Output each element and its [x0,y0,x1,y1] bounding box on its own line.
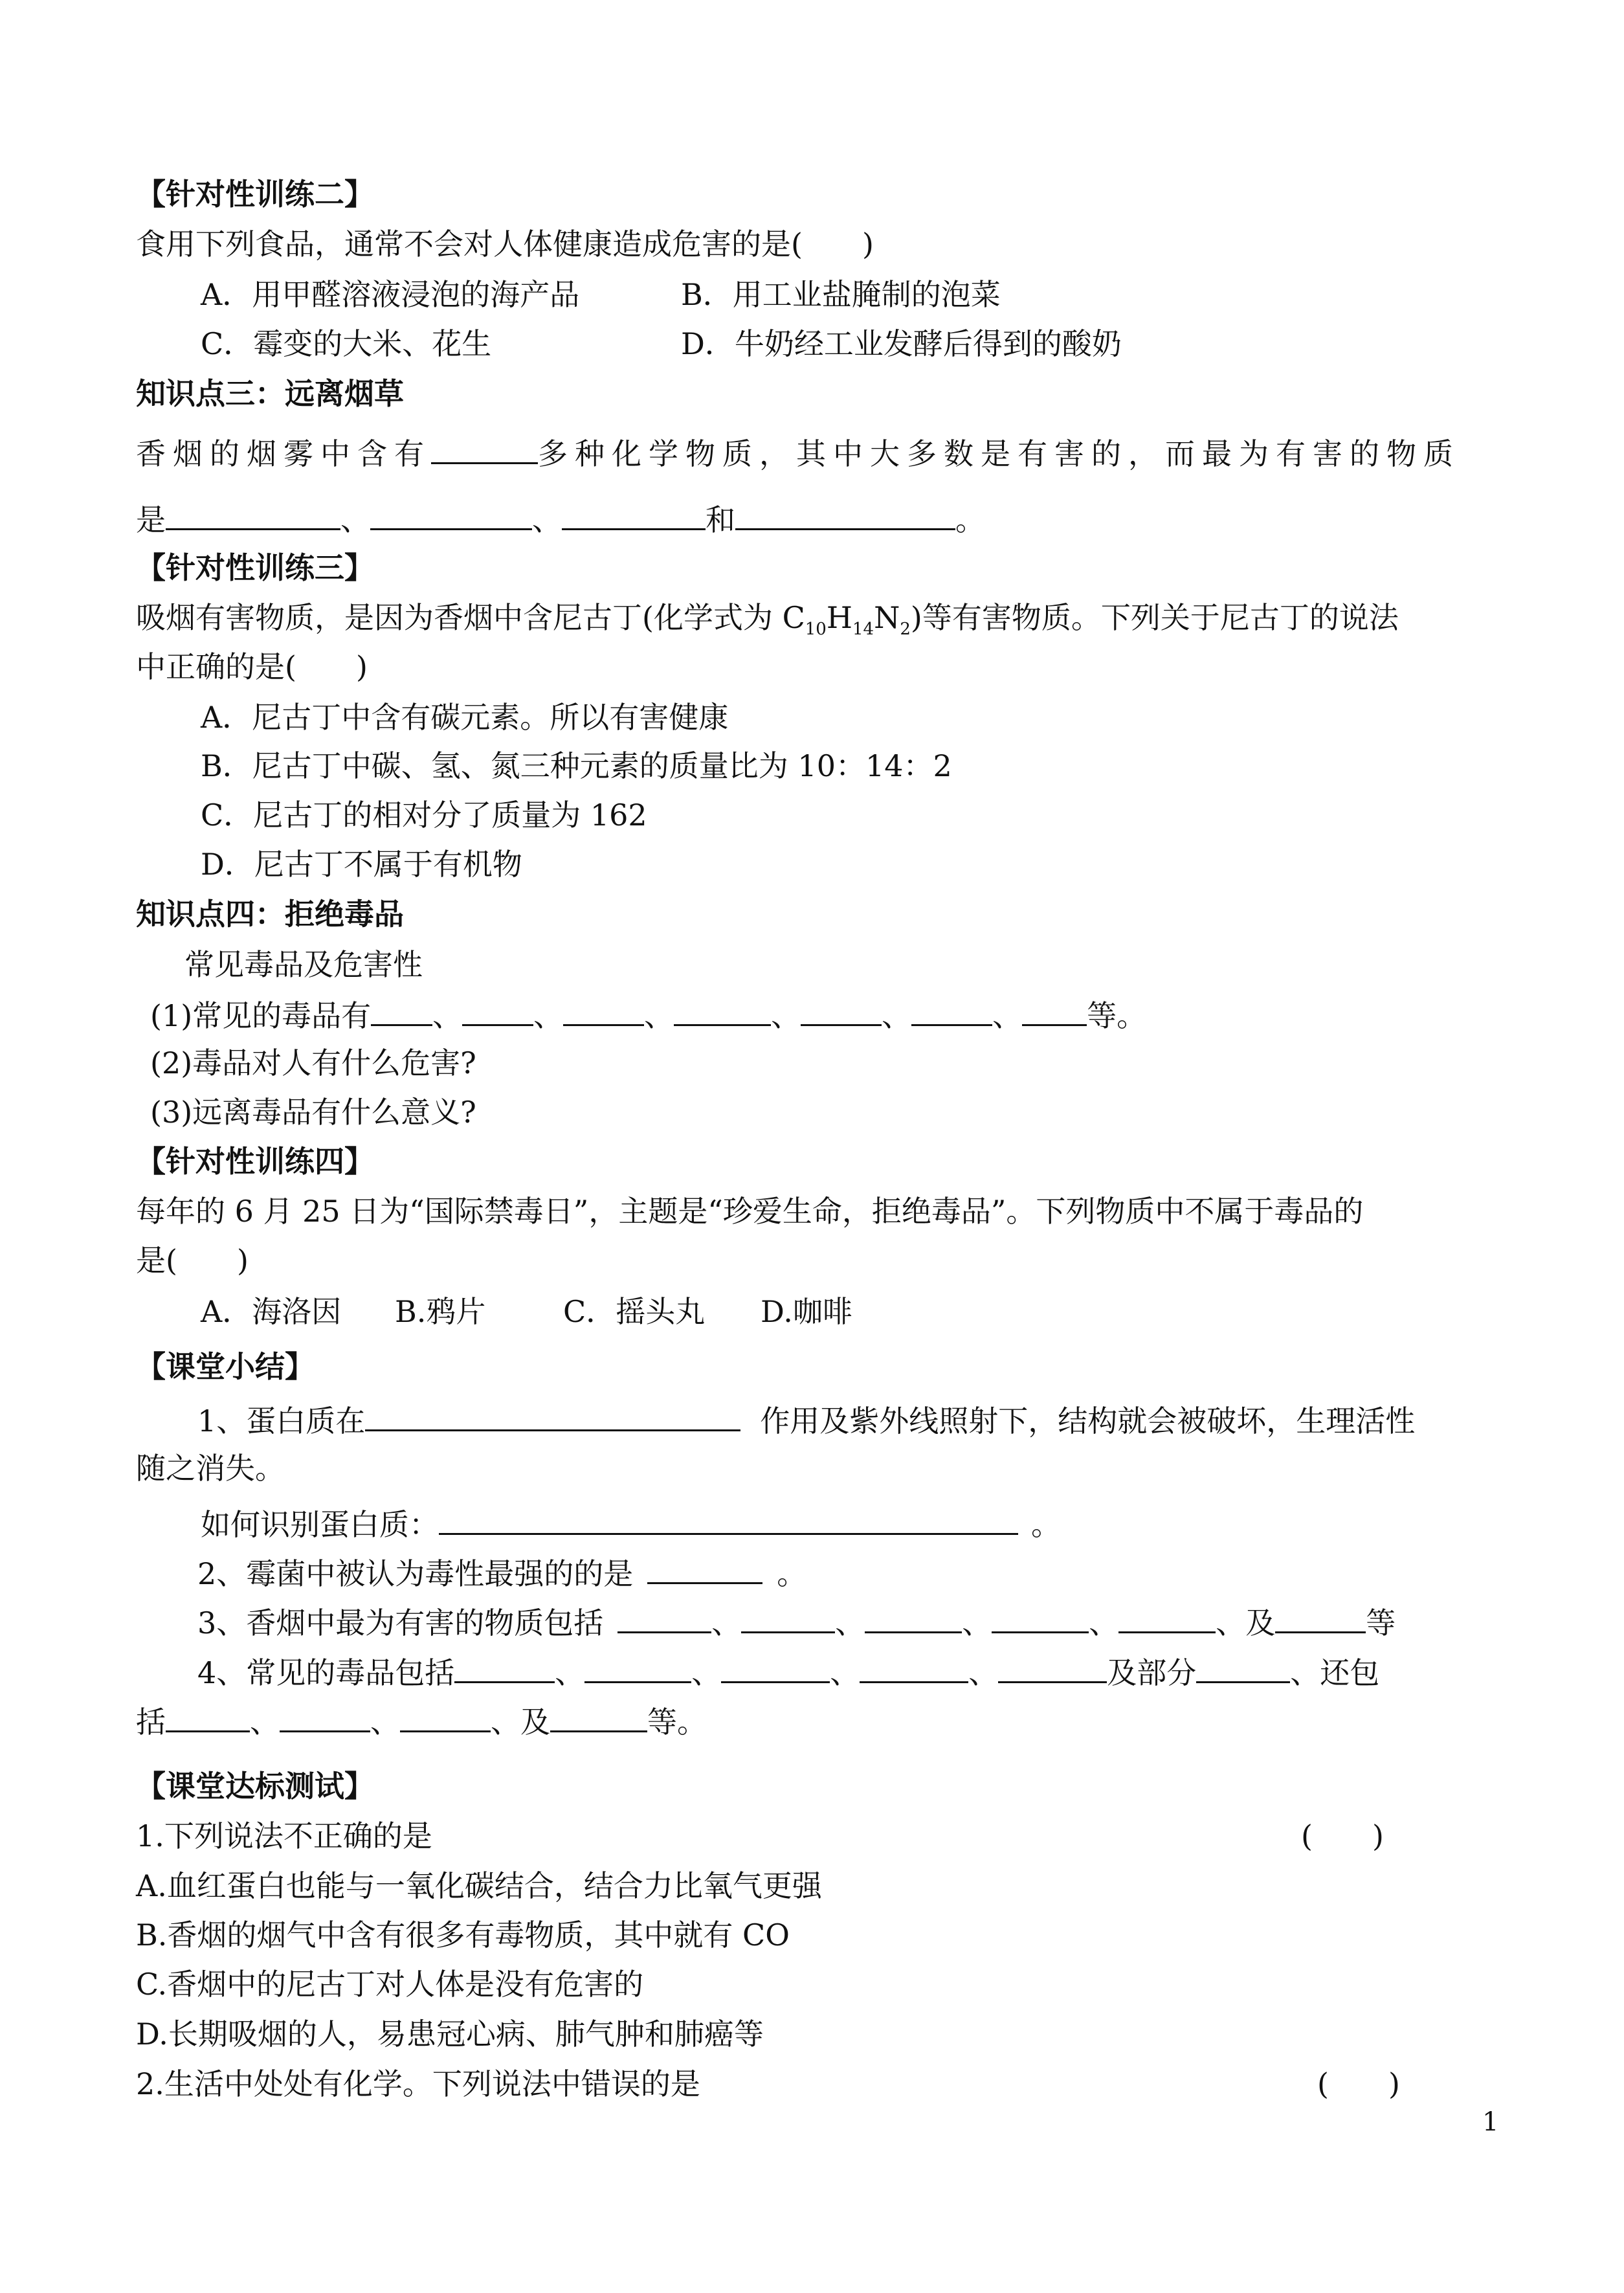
text-segment: 、及 [491,1705,550,1739]
question-text: (2)毒品对人有什么危害? [150,1046,476,1080]
text-segment: )等有害物质。下列关于尼古丁的说法 [910,600,1399,635]
fill-blank-line [197,1554,806,1592]
question-text: (3)远离毒品有什么意义? [150,1095,476,1130]
option-b: B．用工业盐腌制的泡菜 [681,277,1001,312]
answer-parentheses: ( ) [1301,1818,1384,1853]
blank [801,996,882,1026]
blank [1118,1603,1216,1633]
section-heading-test: 【课堂达标测试】 [136,1769,374,1804]
text-segment: 括 [136,1705,166,1739]
fill-blank-line [136,434,1460,472]
option-c: C．摇头丸 [563,1294,706,1329]
text-segment: 2、霉菌中被认为毒性最强的的是 [197,1556,634,1591]
text-segment: 是 [136,502,166,537]
text-segment: 及部分 [1107,1655,1197,1690]
section-heading-summary: 【课堂小结】 [136,1349,315,1384]
option-d: D．尼古丁不属于有机物 [201,847,522,882]
question-text: 1.下列说法不正确的是 [136,1818,432,1853]
blank [370,500,532,530]
text-segment: 。 [1031,1507,1061,1542]
blank [371,996,432,1026]
option-d: D.咖啡 [761,1294,852,1329]
blank [1275,1603,1366,1633]
blank [735,500,955,530]
blank [166,500,340,530]
blank [741,1603,835,1633]
text-segment: (1)常见的毒品有 [150,998,372,1033]
blank [992,1603,1089,1633]
blank [998,1653,1107,1683]
option-a: A．尼古丁中含有碳元素。所以有害健康 [201,700,729,735]
knowledge-point-4-heading: 知识点四：拒绝毒品 [136,897,404,932]
blank [439,1504,1018,1535]
subscript: 14 [852,620,874,640]
separator: 、 [532,502,562,537]
blank [1022,996,1087,1026]
option-b: B.鸦片 [395,1294,486,1329]
question-text [136,599,1399,647]
text-segment: 。 [955,502,985,537]
fill-blank-line [197,1653,1379,1691]
question-text: 食用下列食品，通常不会对人体健康造成危害的是( ) [136,227,874,262]
blank [1196,1653,1290,1683]
option-a: A．海洛因 [201,1294,342,1329]
option-a: A.血红蛋白也能与一氧化碳结合，结合力比氧气更强 [136,1868,822,1903]
section-heading-training-3: 【针对性训练三】 [136,550,374,585]
separator: 、 [711,1605,742,1640]
separator: 、 [882,998,912,1033]
option-b: B．尼古丁中碳、氢、氮三种元素的质量比为 10：14：2 [201,748,952,783]
separator: 、 [340,502,370,537]
text-segment: 如何识别蛋白质： [201,1507,439,1542]
blank [462,996,533,1026]
blank [562,500,706,530]
text-segment: 和 [706,502,735,537]
question-text: 中正确的是( ) [136,649,368,684]
blank [584,1653,691,1683]
fill-blank-line [150,996,1146,1034]
text-segment: 等 [1366,1605,1396,1640]
question-text: 2.生活中处处有化学。下列说法中错误的是 [136,2066,700,2101]
blank [550,1702,647,1732]
fill-blank-line [197,1401,1415,1439]
blank [166,1702,250,1732]
text-segment: 作用及紫外线照射下，结构就会被破坏，生理活性 [760,1404,1416,1438]
blank [911,996,992,1026]
option-c: C．霉变的大米、花生 [201,326,492,361]
blank [617,1603,711,1633]
subscript: 10 [805,620,827,640]
knowledge-point-3-heading: 知识点三：远离烟草 [136,376,404,411]
text-line: 随之消失。 [136,1451,285,1486]
separator: 、 [830,1655,860,1690]
blank [400,1702,491,1732]
blank [721,1653,830,1683]
option-c: C.香烟中的尼古丁对人体是没有危害的 [136,1967,644,2002]
section-heading-training-4: 【针对性训练四】 [136,1144,374,1179]
blank [454,1653,555,1683]
option-c: C．尼古丁的相对分了质量为 162 [201,798,647,833]
blank [674,996,771,1026]
question-text: 每年的 6 月 25 日为“国际禁毒日”，主题是“珍爱生命，拒绝毒品”。下列物质中不属于毒品的 [136,1194,1364,1229]
separator: 、 [771,998,801,1033]
separator: 、 [691,1655,722,1690]
option-d: D.长期吸烟的人，易患冠心病、肺气肿和肺癌等 [136,2017,764,2052]
fill-blank-line [201,1504,1061,1543]
separator: 、 [968,1655,999,1690]
question-text: 是( ) [136,1243,249,1278]
option-a: A．用甲醛溶液浸泡的海产品 [201,277,580,312]
fill-blank-line [136,1702,707,1740]
separator: 、 [432,998,463,1033]
text-segment: 吸烟有害物质，是因为香烟中含尼古丁(化学式为 C [136,600,805,635]
text-segment: 等。 [647,1705,707,1739]
fill-blank-line [136,500,985,538]
separator: 、 [962,1605,992,1640]
separator: 、 [370,1705,400,1739]
blank [280,1702,370,1732]
text-segment: 1、蛋白质在 [197,1404,366,1438]
separator: 、 [992,998,1023,1033]
option-d: D．牛奶经工业发酵后得到的酸奶 [681,326,1122,361]
separator: 、 [250,1705,280,1739]
text-segment: N [874,600,900,635]
text-segment: 等。 [1087,998,1147,1033]
separator: 、 [555,1655,585,1690]
text-segment: 多种化学物质，其中大多数是有害的，而最为有害的物质 [538,436,1460,471]
text-segment: 香烟的烟雾中含有 [136,436,431,471]
separator: 、 [644,998,674,1033]
page-number: 1 [1482,2107,1499,2137]
text-segment: 3、香烟中最为有害的物质包括 [197,1605,604,1640]
text-segment: 4、常见的毒品包括 [197,1655,455,1690]
blank [365,1401,740,1431]
blank [431,434,538,464]
blank [860,1653,968,1683]
separator: 、 [533,998,564,1033]
text-segment: H [826,600,852,635]
text-segment: 、及 [1216,1605,1276,1640]
blank [563,996,644,1026]
section-heading-training-2: 【针对性训练二】 [136,177,374,212]
blank [865,1603,962,1633]
option-b: B.香烟的烟气中含有很多有毒物质，其中就有 CO [136,1918,790,1952]
text-segment: 。 [777,1556,807,1591]
subheading: 常见毒品及危害性 [184,947,423,982]
fill-blank-line [197,1603,1396,1641]
blank [647,1554,762,1584]
text-segment: 、还包 [1290,1655,1380,1690]
separator: 、 [1089,1605,1119,1640]
subscript: 2 [900,620,911,640]
separator: 、 [835,1605,865,1640]
answer-parentheses: ( ) [1317,2066,1400,2101]
